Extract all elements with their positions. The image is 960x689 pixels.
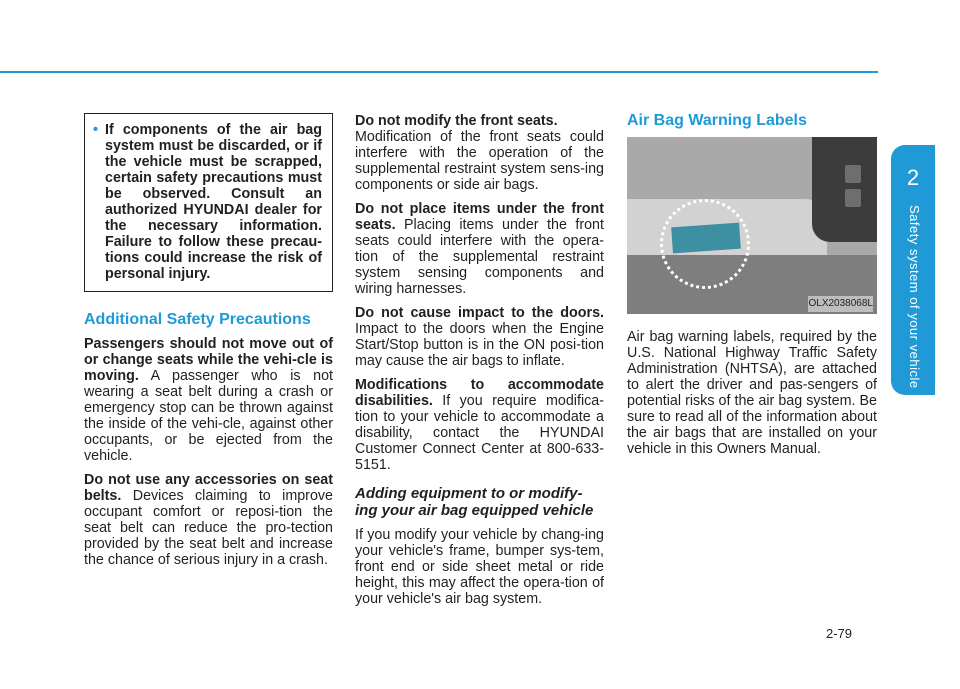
section-heading-additional-safety: Additional Safety Precautions (84, 311, 311, 328)
warning-box (84, 113, 333, 292)
paragraph (355, 527, 604, 607)
paragraph-lead: Passengers should not move out of or change seats while the vehi-cle is moving. (84, 336, 333, 384)
paragraph-lead: Do not modify the front seats. (355, 113, 558, 129)
image-code: OLX2038068L (808, 296, 873, 312)
paragraph-lead: Modifications to accommodate disabilities. (355, 377, 604, 409)
chapter-title: Safety system of your vehicle (907, 205, 922, 389)
page-number: 2-79 (826, 626, 853, 641)
column-2 (355, 113, 604, 615)
paragraph-lead: Do not use any accessories on seat belts. (84, 472, 333, 504)
column-3 (627, 113, 877, 465)
console-button (845, 165, 861, 183)
paragraph-lead: Do not cause impact to the doors. (355, 305, 604, 321)
paragraph (84, 472, 333, 568)
section-heading-warning-labels: Air Bag Warning Labels (627, 112, 807, 129)
paragraph (355, 377, 604, 473)
paragraph-text: Placing items under the front seats could interfere with the opera-tion of the supplemental restraint system sensing components and wiring harnesses. (355, 217, 604, 297)
paragraph (84, 336, 333, 464)
console-button (845, 189, 861, 207)
paragraph-text: Modification of the front seats could interfere with the operation of the supplemental restraint system sens-ing components or side air bags. (355, 129, 604, 193)
column-1 (84, 113, 333, 576)
paragraph-text: If you modify your vehicle by chang-ing your vehicle's frame, bumper sys-tem, front end or side sheet metal or ride height, this may affect the opera-tion of your vehicle's air bag system. (355, 527, 604, 607)
warning-item (95, 122, 322, 282)
paragraph (355, 201, 604, 297)
paragraph-text: A passenger who is not wearing a seat belt during a crash or emergency stop can be thrown against the inside of the vehi-cle, against other occupants, or be ejected from the vehicle. (84, 368, 334, 464)
sun-visor-label-photo (627, 137, 877, 314)
paragraph (355, 113, 604, 193)
bullet-icon: • (93, 122, 99, 138)
chapter-tab (891, 145, 935, 395)
header-rule (0, 71, 878, 73)
chapter-number: 2 (906, 165, 920, 190)
paragraph (355, 305, 604, 369)
paragraph (627, 329, 877, 457)
paragraph-text: Air bag warning labels, required by the U.S. National Highway Traffic Safety Administration (NHTSA), are attached to alert the driver and pas-sengers of potential risks of the air bag system. Be sure to read all of the information about the air bags that are installed on your vehicle in this Owners Manual. (627, 329, 877, 457)
paragraph-text: Devices claiming to improve occupant comfort or reposi-tion the seat belt can reduce the pro-tection provided by the seat belt and increase the chance of serious injury in a crash. (84, 488, 333, 568)
warning-text: If components of the air bag system must be discarded, or if the vehicle must be scrapped, certain safety precautions must be observed. Consult an authorized HYUNDAI dealer for the necessary information. Failure to follow these precau-tions could increase the risk of personal injury. (105, 122, 322, 282)
paragraph-text: If you require modifica-tion to your vehicle to accommodate a disability, contact the HYUNDAI Customer Connect Center at 800-633-5151. (355, 393, 604, 473)
paragraph-lead: Do not place items under the front seats. (355, 201, 604, 233)
subheading-adding-equipment: Adding equipment to or modify-ing your air bag equipped vehicle (355, 485, 594, 519)
paragraph-text: Impact to the doors when the Engine Start/Stop button is in the ON posi-tion may cause the air bags to inflate. (355, 321, 604, 369)
highlight-circle (660, 199, 750, 289)
